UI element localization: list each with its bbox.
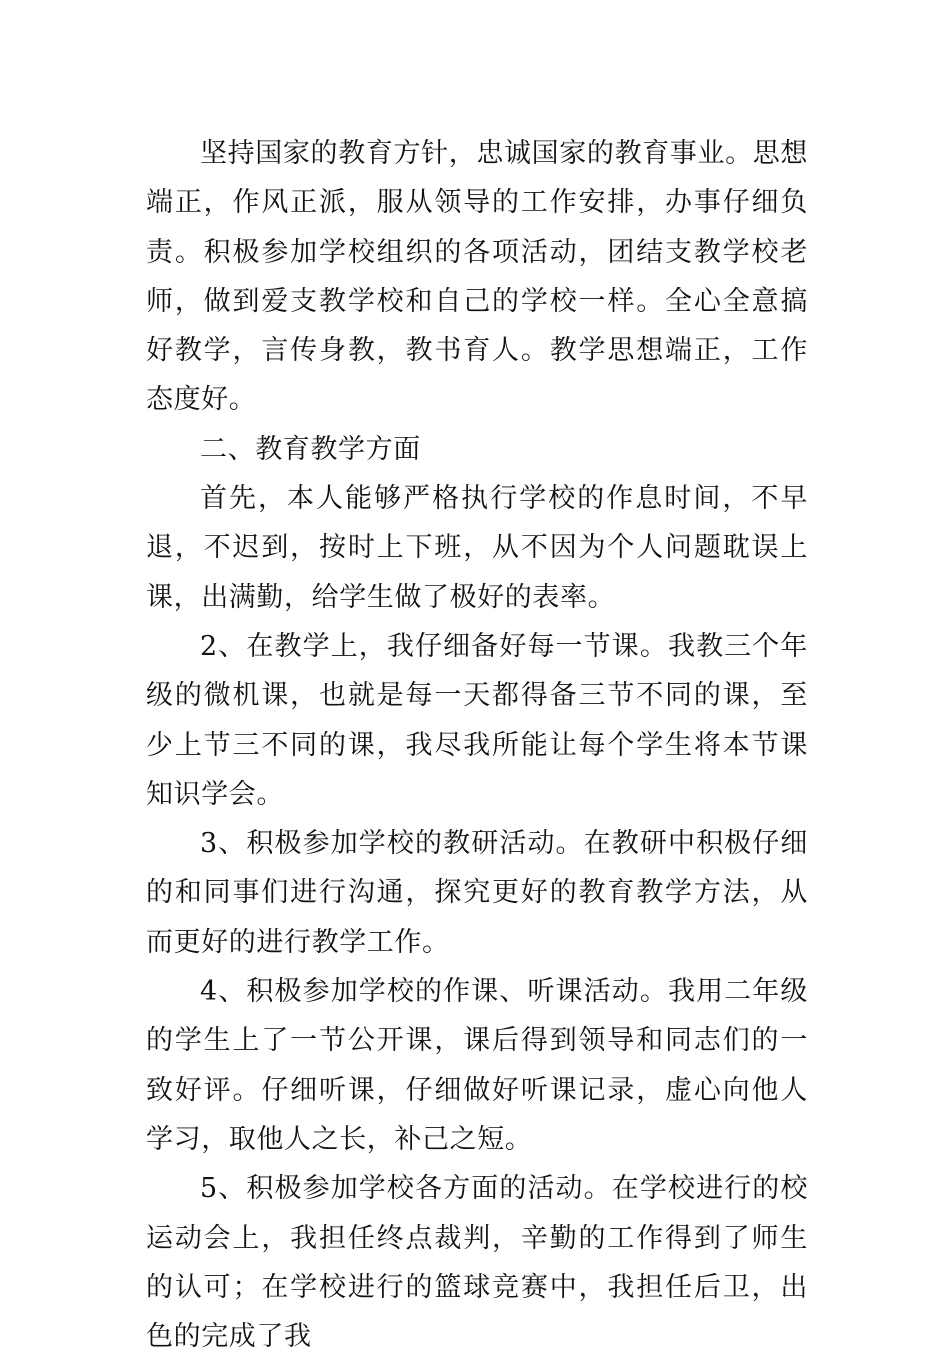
paragraph-attendance: 首先，本人能够严格执行学校的作息时间，不早退，不迟到，按时上下班，从不因为个人问题耽误上课，出满勤，给学生做了极好的表率。 [146, 483, 808, 613]
paragraph-activities: 5、积极参加学校各方面的活动。在学校进行的校运动会上，我担任终点裁判，辛勤的工作得到了师生的认可；在学校进行的篮球竞赛中，我担任后卫，出色的完成了我 [146, 1173, 808, 1353]
paragraph-open-class: 4、积极参加学校的作课、听课活动。我用二年级的学生上了一节公开课，课后得到领导和同志们的一致好评。仔细听课，仔细做好听课记录，虚心向他人学习，取他人之长，补己之短。 [146, 976, 808, 1155]
document-body [146, 129, 808, 1361]
paragraph-research: 3、积极参加学校的教研活动。在教研中积极仔细的和同事们进行沟通，探究更好的教育教学方法，从而更好的进行教学工作。 [146, 828, 808, 958]
paragraph-conduct: 坚持国家的教育方针，忠诚国家的教育事业。思想端正，作风正派，服从领导的工作安排，办事仔细负责。积极参加学校组织的各项活动，团结支教学校老师，做到爱支教学校和自己的学校一样。全心全意搞好教学，言传身教，教书育人。教学思想端正，工作态度好。 [146, 138, 808, 416]
paragraph-lesson-prep: 2、在教学上，我仔细备好每一节课。我教三个年级的微机课，也就是每一天都得备三节不同的课，至少上节三不同的课，我尽我所能让每个学生将本节课知识学会。 [146, 630, 808, 810]
section-heading-teaching: 二、教育教学方面 [200, 433, 421, 465]
